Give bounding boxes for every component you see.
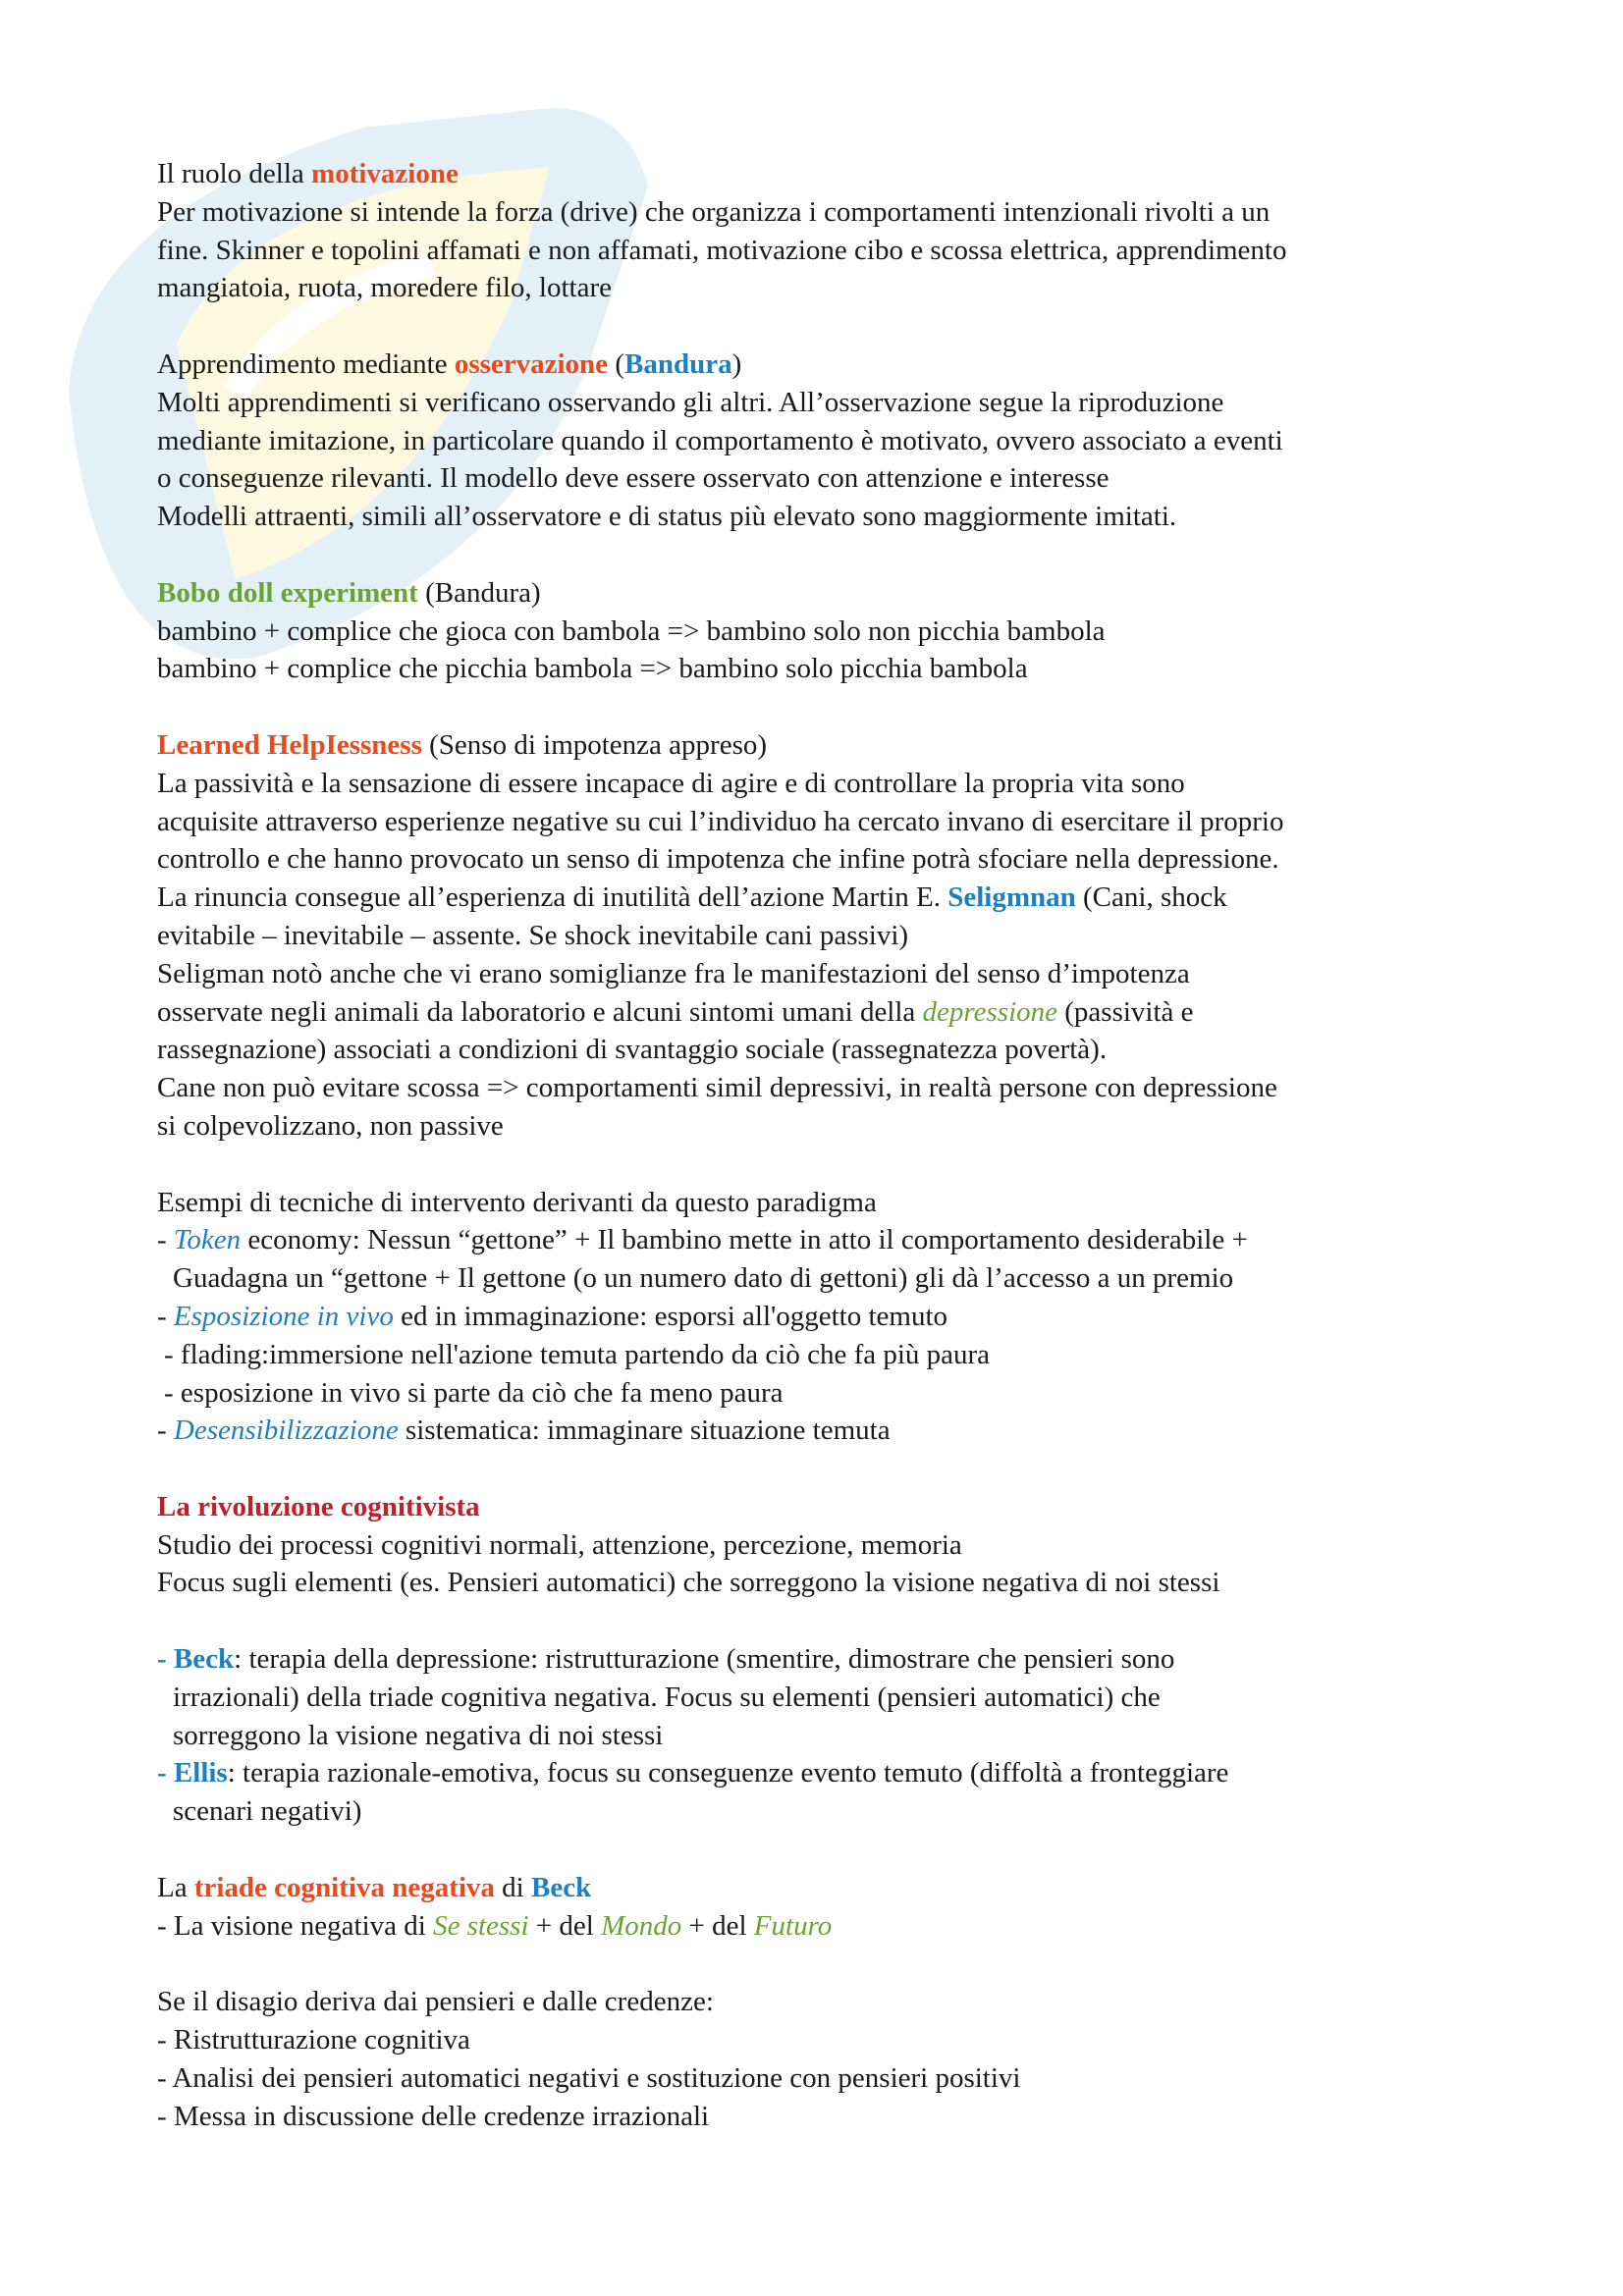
document-body: [157, 155, 1473, 2135]
list-item: - flading:immersione nell'azione temuta partendo da ciò che fa più paura: [164, 1338, 991, 1370]
list-item-continuation: irrazionali) della triade cognitiva negativa. Focus su elementi (pensieri automatici) che: [173, 1681, 1161, 1713]
list-item-ellis: - Ellis: terapia razionale-emotiva, focus su conseguenze evento temuto (diffoltà a fronteggiare: [157, 1757, 1229, 1789]
paragraph-line: Molti apprendimenti si verificano osservando gli altri. All’osservazione segue la riproduzione: [157, 386, 1224, 418]
paragraph-line: controllo e che hanno provocato un senso di impotenza che infine potrà sfociare nella depressione.: [157, 843, 1279, 876]
heading-rivoluzione-cognitivista: La rivoluzione cognitivista: [157, 1490, 480, 1522]
list-item: - Analisi dei pensieri automatici negativi e sostituzione con pensieri positivi: [157, 2061, 1021, 2094]
paragraph-line: bambino + complice che gioca con bambola => bambino solo non picchia bambola: [157, 614, 1106, 647]
list-item: - Esposizione in vivo ed in immaginazione: esporsi all'oggetto temuto: [157, 1300, 947, 1332]
paragraph-line: mangiatoia, ruota, moredere filo, lottare: [157, 272, 613, 304]
list-item-continuation: Guadagna un “gettone + Il gettone (o un numero dato di gettoni) gli dà l’accesso a un premio: [173, 1262, 1234, 1295]
heading-bobo-doll: Bobo doll experiment (Bandura): [157, 576, 541, 609]
paragraph-line: Seligman notò anche che vi erano somiglianze fra le manifestazioni del senso d’impotenza: [157, 957, 1190, 989]
paragraph-line: mediante imitazione, in particolare quando il comportamento è motivato, ovvero associato a eventi: [157, 424, 1283, 456]
list-item: - La visione negativa di Se stessi + del Mondo + del Futuro: [157, 1909, 833, 1942]
paragraph-line: evitabile – inevitabile – assente. Se shock inevitabile cani passivi): [157, 919, 909, 951]
paragraph-line: o conseguenze rilevanti. Il modello deve essere osservato con attenzione e interesse: [157, 462, 1109, 495]
list-item: - Token economy: Nessun “gettone” + Il bambino mette in atto il comportamento desiderabile +: [157, 1224, 1248, 1256]
list-item: - Ristrutturazione cognitiva: [157, 2024, 470, 2056]
paragraph-line: si colpevolizzano, non passive: [157, 1109, 504, 1142]
paragraph-line: fine. Skinner e topolini affamati e non affamati, motivazione cibo e scossa elettrica, apprendimento: [157, 234, 1287, 266]
heading-motivazione: Il ruolo della motivazione: [157, 158, 459, 189]
paragraph-line: Cane non può evitare scossa => comportamenti simil depressivi, in realtà persone con depressione: [157, 1072, 1277, 1104]
paragraph-line: Studio dei processi cognitivi normali, attenzione, percezione, memoria: [157, 1528, 962, 1561]
heading-triade-cognitiva: La triade cognitiva negativa di Beck: [157, 1871, 592, 1903]
heading-disagio: Se il disagio deriva dai pensieri e dalle credenze:: [157, 1986, 714, 2018]
list-item-beck: - Beck: terapia della depressione: ristrutturazione (smentire, dimostrare che pensieri sono: [157, 1643, 1175, 1676]
list-item: - Desensibilizzazione sistematica: immaginare situazione temuta: [157, 1415, 891, 1447]
paragraph-line: Per motivazione si intende la forza (drive) che organizza i comportamenti intenzionali rivolti a un: [157, 195, 1271, 228]
paragraph-line: La passività e la sensazione di essere incapace di agire e di controllare la propria vita sono: [157, 767, 1185, 799]
paragraph-line: rassegnazione) associati a condizioni di svantaggio sociale (rassegnatezza povertà).: [157, 1034, 1108, 1066]
paragraph-line: Modelli attraenti, simili all’osservatore e di status più elevato sono maggiormente imitati.: [157, 501, 1177, 533]
list-item: - esposizione in vivo si parte da ciò che fa meno paura: [164, 1376, 784, 1409]
paragraph-line: acquisite attraverso esperienze negative su cui l’individuo ha cercato invano di esercitare il proprio: [157, 805, 1284, 837]
paragraph-line: Focus sugli elementi (es. Pensieri automatici) che sorreggono la visione negativa di noi stessi: [157, 1567, 1220, 1599]
list-item-continuation: sorreggono la visione negativa di noi stessi: [173, 1719, 664, 1751]
paragraph-line: La rinuncia consegue all’esperienza di inutilità dell’azione Martin E. Seligmnan (Cani, shock: [157, 881, 1227, 914]
heading-osservazione: Apprendimento mediante osservazione (Bandura): [157, 347, 742, 380]
list-item-continuation: scenari negativi): [173, 1795, 362, 1828]
paragraph-line: osservate negli animali da laboratorio e alcuni sintomi umani della depressione (passività e: [157, 995, 1194, 1028]
paragraph-line: bambino + complice che picchia bambola => bambino solo picchia bambola: [157, 653, 1028, 685]
heading-tecniche: Esempi di tecniche di intervento derivanti da questo paradigma: [157, 1186, 877, 1218]
list-item: - Messa in discussione delle credenze irrazionali: [157, 2100, 710, 2132]
heading-learned-helplessness: Learned HelpIessness (Senso di impotenza appreso): [157, 728, 768, 761]
